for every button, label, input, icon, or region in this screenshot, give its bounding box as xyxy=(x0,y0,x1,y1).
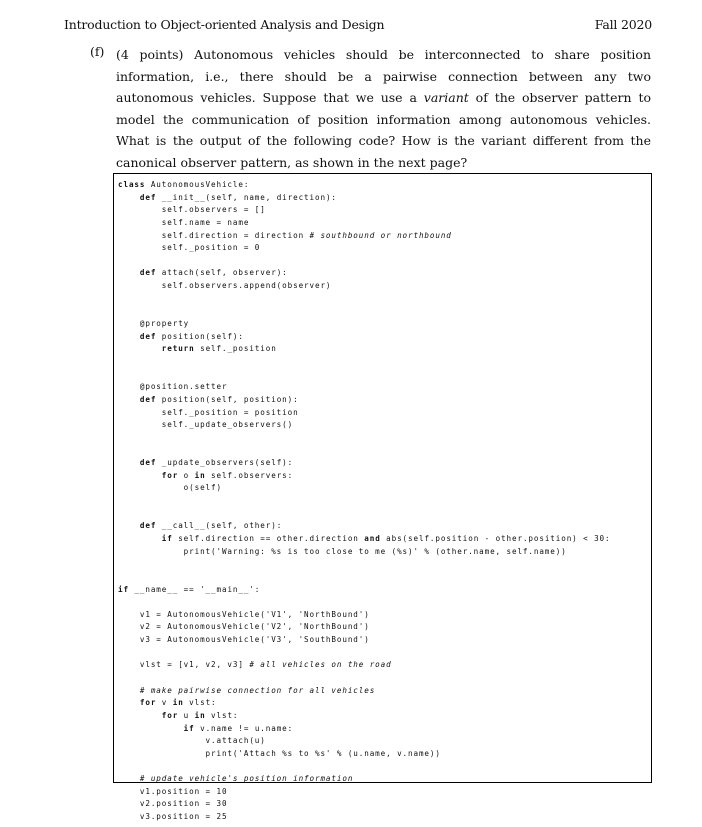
code-line: self._update_observers() xyxy=(118,420,294,430)
code-line xyxy=(118,571,611,584)
problem-text xyxy=(116,44,651,174)
code-line xyxy=(118,444,611,457)
code-line xyxy=(118,508,611,521)
code-line: if self.direction == other.direction and abs(self.position - other.position) < 30: xyxy=(161,533,611,543)
code-line: v3 = AutonomousVehicle('V3', 'SouthBound') xyxy=(118,635,370,645)
code-line xyxy=(118,293,611,306)
code-line xyxy=(118,305,611,318)
code-line: for o in self.observers: xyxy=(161,470,294,480)
code-line xyxy=(118,495,611,508)
code-line: self.direction = direction # southbound or northbound xyxy=(118,230,452,240)
code-line: self._position = 0 xyxy=(118,243,261,253)
code-line: v2.position = 30 xyxy=(118,799,228,809)
code-listing xyxy=(118,179,611,824)
code-line: @position.setter xyxy=(118,382,228,392)
code-line: self.observers = [] xyxy=(118,205,266,215)
problem-statement xyxy=(90,44,651,174)
code-line: def __call__(self, other): xyxy=(139,521,283,531)
code-line xyxy=(118,356,611,369)
code-line: def position(self, position): xyxy=(139,394,299,404)
code-line xyxy=(118,672,611,685)
code-line: # update vehicle's position information xyxy=(139,774,354,784)
code-line: v2 = AutonomousVehicle('V2', 'NorthBound') xyxy=(118,622,370,632)
code-line: if v.name != u.name: xyxy=(183,723,294,733)
code-line xyxy=(118,647,611,660)
code-line: self.observers.append(observer) xyxy=(118,281,332,291)
code-line: v1.position = 10 xyxy=(118,786,228,796)
problem-text-part2: of the observer pattern to model the communication of position information among autonomous vehicles. What is the output of the following code? How is the variant different from the canonical observer pattern, as shown in the next page? xyxy=(116,90,651,170)
problem-text-part1: (4 points) Autonomous vehicles should be interconnected to share position information, i.e., there should be a pairwise connection between any two autonomous vehicles. Suppose that we use a xyxy=(116,47,651,106)
problem-text-emphasis: variant xyxy=(423,90,469,106)
code-line: v.attach(u) xyxy=(118,736,266,746)
code-line: vlst = [v1, v2, v3] # all vehicles on the road xyxy=(118,660,392,670)
code-line xyxy=(118,558,611,571)
code-line: if __name__ == '__main__': xyxy=(118,584,261,594)
code-line: v1 = AutonomousVehicle('V1', 'NorthBound') xyxy=(118,609,370,619)
code-line xyxy=(118,432,611,445)
problem-label: (f) xyxy=(90,44,105,59)
code-line: return self._position xyxy=(161,344,277,354)
code-line: self.name = name xyxy=(118,217,250,227)
code-line xyxy=(118,760,611,773)
code-line: @property xyxy=(118,319,190,329)
code-line: # make pairwise connection for all vehicles xyxy=(139,685,376,695)
code-line: self._position = position xyxy=(118,407,299,417)
code-line: o(self) xyxy=(118,483,222,493)
code-line: v3.position = 25 xyxy=(118,812,228,822)
code-line: def _update_observers(self): xyxy=(139,458,294,468)
code-line: for u in vlst: xyxy=(161,710,239,720)
code-line xyxy=(118,255,611,268)
code-listing-box xyxy=(113,173,652,822)
code-line: def position(self): xyxy=(139,331,244,341)
code-line: for v in vlst: xyxy=(139,698,217,708)
code-line: def attach(self, observer): xyxy=(139,268,288,278)
code-line: print('Warning: %s is too close to me (%s)' % (other.name, self.name)) xyxy=(118,546,567,556)
code-line: print('Attach %s to %s' % (u.name, v.name)) xyxy=(118,748,441,758)
code-line xyxy=(118,369,611,382)
code-line xyxy=(118,596,611,609)
code-line: def __init__(self, name, direction): xyxy=(139,192,337,202)
header-term: Fall 2020 xyxy=(594,17,652,32)
code-line: class AutonomousVehicle: xyxy=(118,180,250,189)
header-course-title: Introduction to Object-oriented Analysis and Design xyxy=(64,17,385,32)
